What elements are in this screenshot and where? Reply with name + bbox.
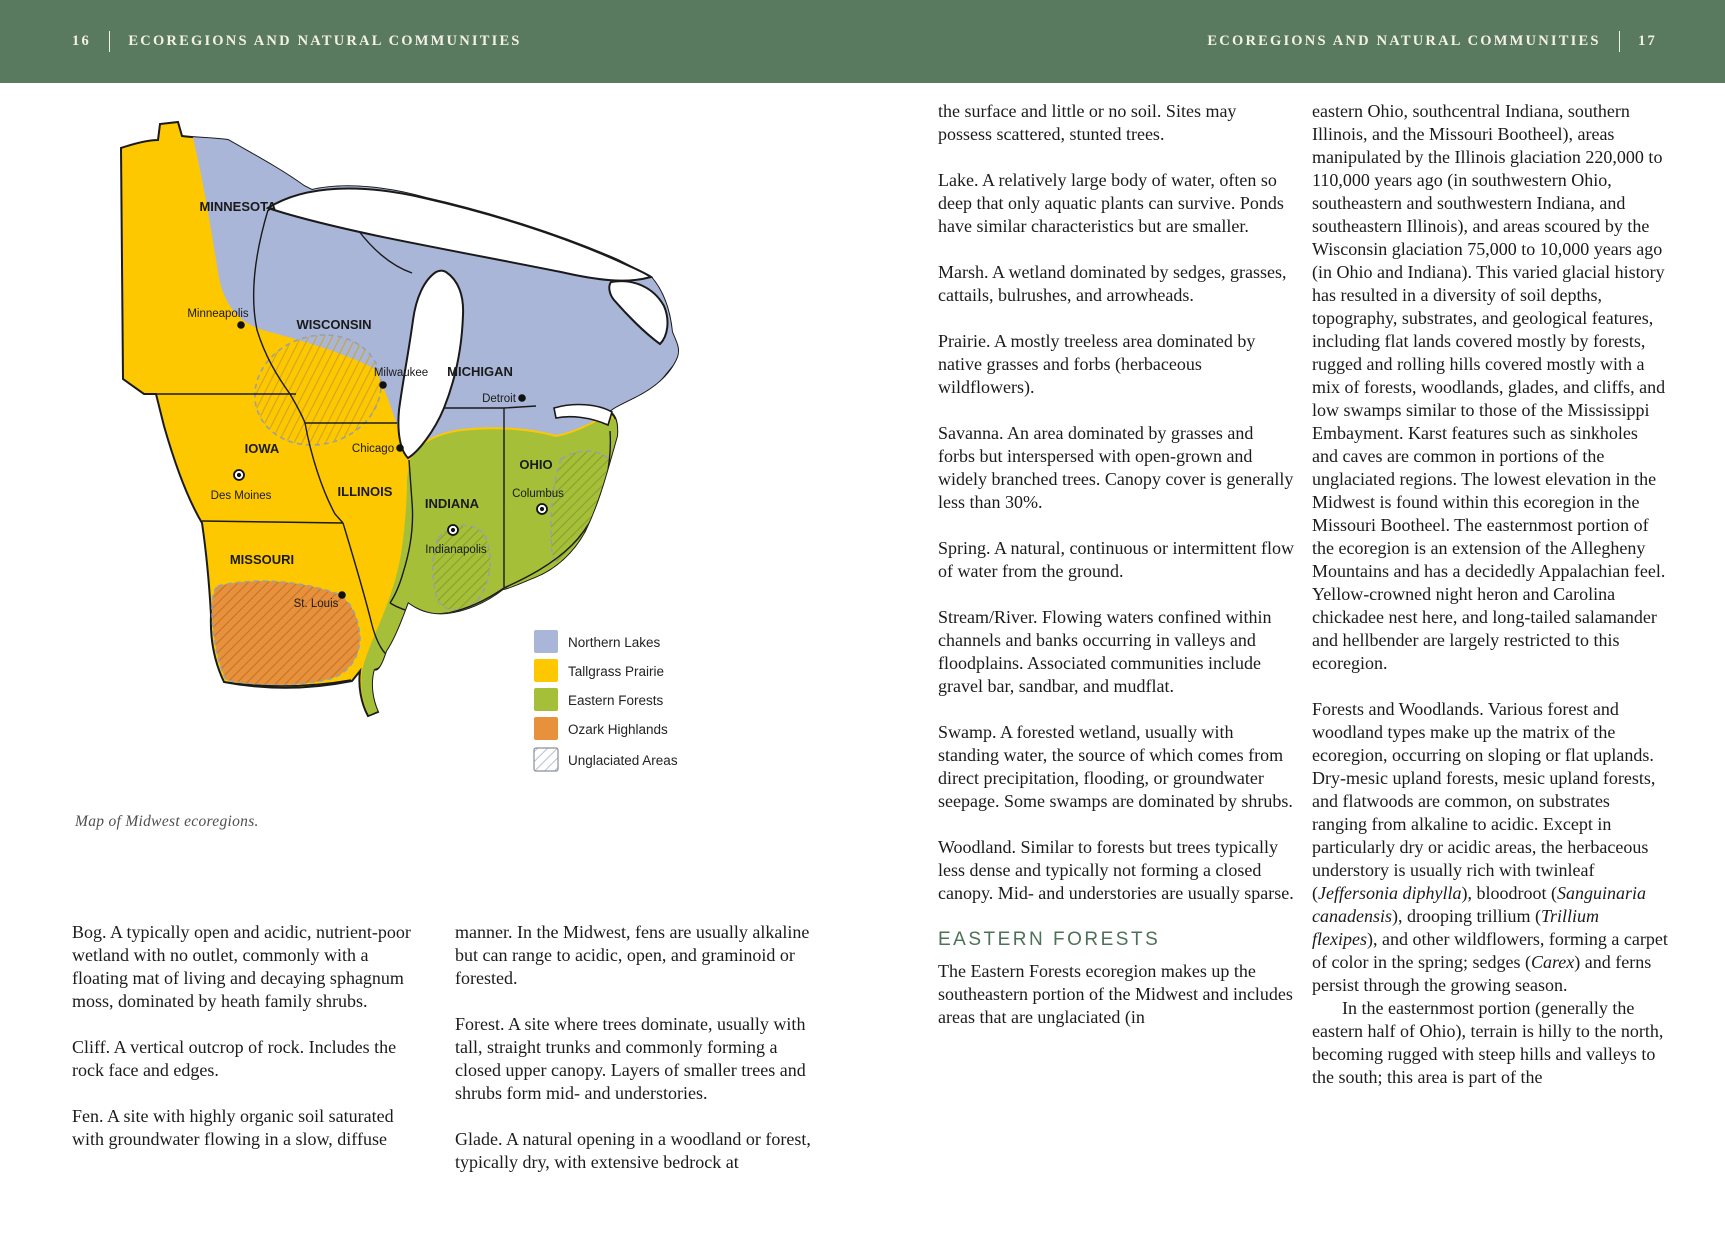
city-label-st-louis: St. Louis [293, 598, 339, 610]
left-page-column-1 [72, 921, 428, 1174]
city-label-minneapolis: Minneapolis [187, 308, 249, 320]
paragraph: Lake. A relatively large body of water, often so deep that only aquatic plants can survive. Ponds have similar characteristics but are smaller. [938, 170, 1284, 236]
paragraph: Savanna. An area dominated by grasses and forbs but interspersed with open-grown and widely branched trees. Canopy cover is generally less than 30%. [938, 423, 1294, 512]
state-label-minnesota: MINNESOTA [199, 199, 277, 214]
legend-swatch-northern-lakes [534, 630, 558, 653]
ecoregion-map-svg [106, 110, 786, 780]
paragraph: Fen. A site with highly organic soil saturated with groundwater flowing in a slow, diffuse [72, 1106, 394, 1149]
page-number-left: 16 [72, 33, 91, 49]
left-page-column-2 [455, 921, 811, 1197]
legend-swatch-eastern-forests [534, 688, 558, 711]
paragraph: Woodland. Similar to forests but trees typically less dense and typically not forming a closed canopy. Mid- and understories are usually sparse. [938, 837, 1294, 903]
map-caption: Map of Midwest ecoregions. [75, 813, 259, 830]
paragraph: Cliff. A vertical outcrop of rock. Includes the rock face and edges. [72, 1037, 397, 1080]
header-left [72, 0, 522, 83]
city-dot-chicago [396, 444, 404, 452]
legend-label-eastern-forests: Eastern Forests [568, 693, 664, 708]
header-divider [109, 31, 111, 52]
paragraph: The Eastern Forests ecoregion makes up the southeastern portion of the Midwest and includes areas that are unglaciated (in [938, 961, 1293, 1027]
legend-label-northern-lakes: Northern Lakes [568, 635, 661, 650]
header-band [0, 0, 1725, 83]
state-label-indiana: INDIANA [424, 496, 480, 511]
city-dot-detroit [518, 394, 526, 402]
paragraph: Marsh. A wetland dominated by sedges, grasses, cattails, bulrushes, and arrowheads. [938, 262, 1287, 305]
legend-swatch-tallgrass-prairie [534, 659, 558, 682]
running-title-left: ECOREGIONS AND NATURAL COMMUNITIES [128, 33, 522, 49]
legend-swatch-ozark-highlands [534, 717, 558, 740]
city-label-detroit: Detroit [482, 393, 516, 405]
legend-label-tallgrass-prairie: Tallgrass Prairie [568, 664, 665, 679]
state-label-michigan: MICHIGAN [447, 364, 513, 379]
paragraph: Glade. A natural opening in a woodland or forest, typically dry, with extensive bedrock at [455, 1129, 811, 1172]
unglaciated-east-ohio-area [551, 451, 611, 567]
running-title-right: ECOREGIONS AND NATURAL COMMUNITIES [1207, 33, 1601, 49]
paragraph: Forests and Woodlands. Various forest and woodland types make up the matrix of the ecoregion, occurring on sloping or flat uplands. Dry-mesic upland forests, mesic upland forests, and flatwoods are common, on substrates ranging from alkaline to acidic. Except in particularly dry or acidic areas, the herbaceous understory is usually rich with twinleaf (Jeffersonia diphylla), bloodroot (Sanguinaria canadensis), drooping trillium (Trillium flexipes), and other wildflowers, forming a carpet of color in the spring; sedges (Carex) and ferns persist through the growing season. [1312, 699, 1668, 995]
city-label-indianapolis: Indianapolis [425, 544, 487, 556]
right-page-column-2 [1312, 100, 1668, 1112]
capital-dot-columbus [540, 507, 544, 511]
capital-dot-indianapolis [451, 528, 455, 532]
city-dot-st-louis [338, 591, 346, 599]
paragraph: the surface and little or no soil. Sites may possess scattered, stunted trees. [938, 101, 1237, 144]
paragraph: Forest. A site where trees dominate, usually with tall, straight trunks and commonly forming a closed upper canopy. Layers of smaller trees and shrubs form mid- and understories. [455, 1014, 806, 1103]
state-label-illinois: ILLINOIS [337, 484, 393, 499]
paragraph: Bog. A typically open and acidic, nutrient-poor wetland with no outlet, commonly with a floating mat of living and decaying sphagnum moss, dominated by heath family shrubs. [72, 922, 411, 1011]
paragraph: Prairie. A mostly treeless area dominated by native grasses and forbs (herbaceous wildflowers). [938, 331, 1256, 397]
paragraph: eastern Ohio, southcentral Indiana, southern Illinois, and the Missouri Bootheel), areas manipulated by the Illinois glaciation 220,000 to 110,000 years ago (in southwestern Ohio, southeastern and southwestern Indiana, and southeastern Illinois), and areas scoured by the Wisconsin glaciation 75,000 to 10,000 years ago (in Ohio and Indiana). This varied glacial history has resulted in a diversity of soil depths, topography, substrates, and geological features, including flat lands covered mostly by forests, rugged and rolling hills covered mostly with a mix of forests, woodlands, glades, and cliffs, and low swamps similar to those of the Mississippi Embayment. Karst features such as sinkholes and caves are common in portions of the unglaciated regions. The lowest elevation in the Midwest is found within this ecoregion in the Missouri Bootheel. The easternmost portion of the ecoregion is an extension of the Allegheny Mountains and has a decidedly Appalachian feel. Yellow-crowned night heron and Carolina chickadee nest here, and long-tailed salamander and hellbender are largely restricted to this ecoregion. [1312, 101, 1666, 673]
ecoregion-map [106, 110, 786, 780]
city-dot-milwaukee [379, 381, 387, 389]
paragraph: Swamp. A forested wetland, usually with standing water, the source of which comes from direct precipitation, flooding, or groundwater seepage. Some swamps are dominated by shrubs. [938, 722, 1293, 811]
map-legend [534, 630, 678, 771]
unglaciated-ozark-area [212, 581, 360, 685]
legend-swatch-unglaciated-areas [534, 748, 558, 771]
state-label-ohio: OHIO [519, 457, 553, 472]
city-label-des-moines: Des Moines [210, 490, 272, 502]
paragraph: In the easternmost portion (generally the eastern half of Ohio), terrain is hilly to the north, becoming rugged with steep hills and valleys to the south; this area is part of the [1312, 998, 1664, 1087]
paragraph: manner. In the Midwest, fens are usually alkaline but can range to acidic, open, and graminoid or forested. [455, 922, 810, 988]
state-label-wisconsin: WISCONSIN [296, 317, 372, 332]
city-label-chicago: Chicago [351, 443, 395, 455]
city-label-columbus: Columbus [512, 488, 564, 500]
header-right [1207, 0, 1657, 83]
capital-dot-des-moines [237, 473, 241, 477]
city-dot-minneapolis [237, 321, 245, 329]
section-heading: EASTERN FORESTS [938, 929, 1161, 950]
page-number-right: 17 [1638, 33, 1657, 49]
state-label-iowa: IOWA [244, 441, 280, 456]
city-label-milwaukee: Milwaukee [373, 367, 429, 379]
paragraph: Stream/River. Flowing waters confined within channels and banks occurring in valleys and floodplains. Associated communities include gravel bar, sandbar, and mudflat. [938, 607, 1272, 696]
paragraph: Spring. A natural, continuous or intermittent flow of water from the ground. [938, 538, 1294, 581]
legend-label-unglaciated-areas: Unglaciated Areas [568, 753, 678, 768]
header-divider [1619, 31, 1621, 52]
legend-label-ozark-highlands: Ozark Highlands [568, 722, 668, 737]
state-label-missouri: MISSOURI [229, 552, 295, 567]
right-page-column-1 [938, 100, 1294, 1052]
